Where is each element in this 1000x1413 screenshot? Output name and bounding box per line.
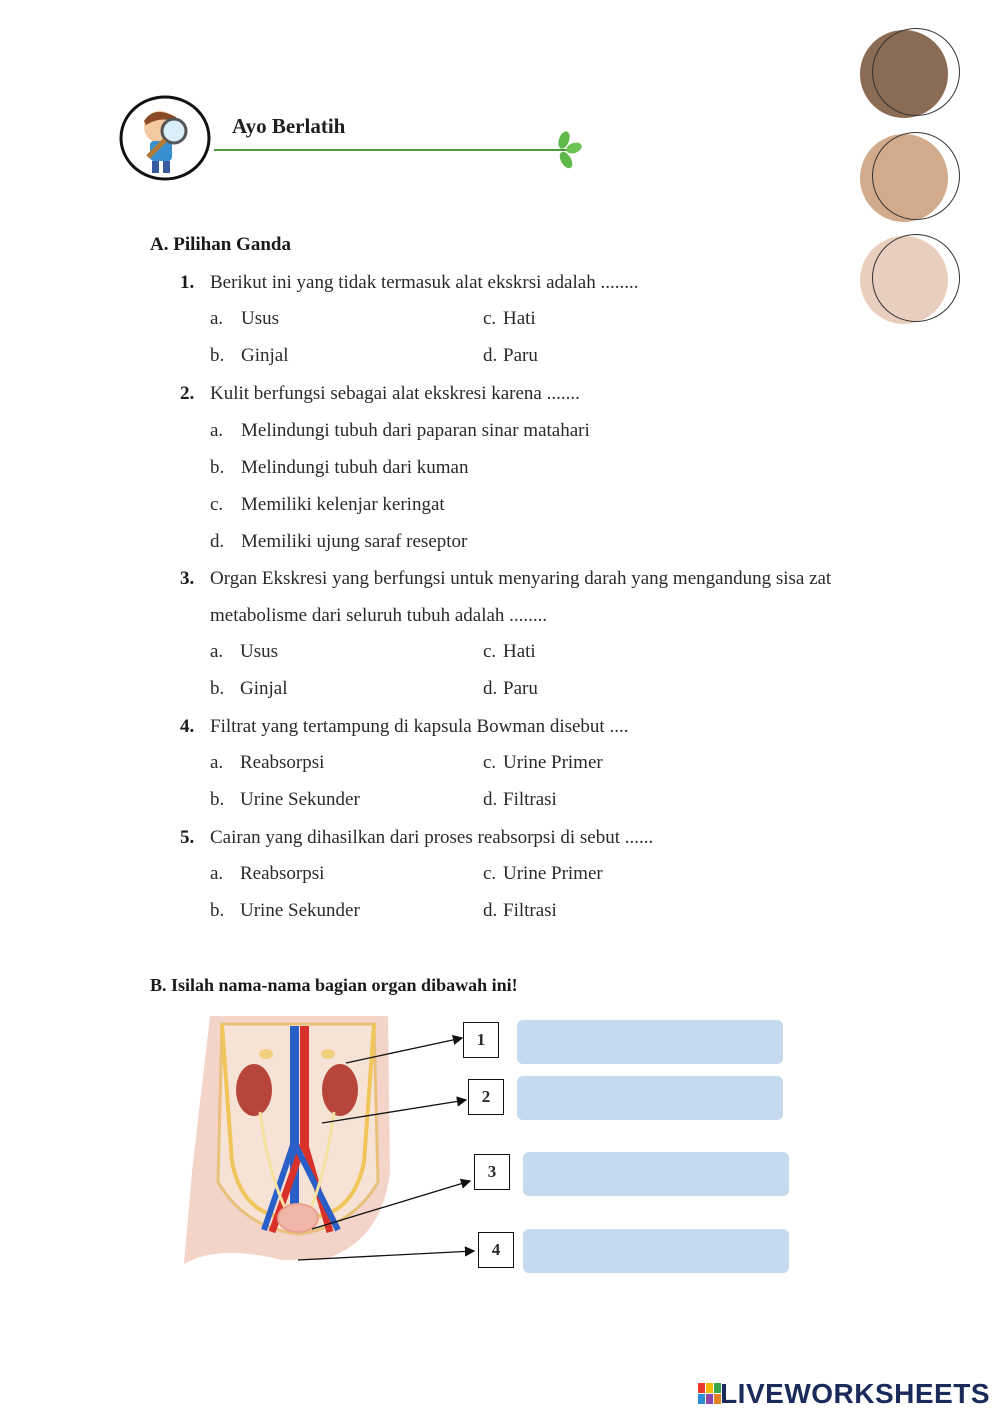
option-letter: b. <box>210 900 225 921</box>
question-text: Kulit berfungsi sebagai alat ekskresi karena ....... <box>210 383 580 404</box>
option-letter: d. <box>210 531 225 552</box>
option-letter: a. <box>210 420 224 441</box>
answer-input-3[interactable] <box>523 1152 789 1196</box>
header-divider <box>214 149 556 151</box>
option-text: Reabsorpsi <box>240 863 325 884</box>
option-letter: d. <box>483 345 498 366</box>
question-text: Berikut ini yang tidak termasuk alat ekskrsi adalah ........ <box>210 272 639 293</box>
option-letter: a. <box>210 863 224 884</box>
question-number: 4. <box>180 716 195 737</box>
option-text: Hati <box>503 308 536 329</box>
option-text: Paru <box>503 678 538 699</box>
decor-ring-light <box>872 234 960 322</box>
pointer-arrows <box>290 1030 480 1270</box>
page-title: Ayo Berlatih <box>232 114 346 138</box>
option-text: Melindungi tubuh dari kuman <box>241 457 469 478</box>
option-letter: c. <box>483 752 497 773</box>
question-text: Organ Ekskresi yang berfungsi untuk menyaring darah yang mengandung sisa zat <box>210 568 832 589</box>
question-number: 3. <box>180 568 195 589</box>
question-text-continued: metabolisme dari seluruh tubuh adalah ........ <box>210 605 548 626</box>
question-number: 2. <box>180 383 195 404</box>
label-number-box: 2 <box>468 1079 504 1115</box>
liveworksheets-logo-icon <box>698 1383 722 1405</box>
option-letter: c. <box>483 863 497 884</box>
option-letter: b. <box>210 789 225 810</box>
option-text: Usus <box>240 641 279 662</box>
option-letter: c. <box>483 641 497 662</box>
option-letter: b. <box>210 457 225 478</box>
option-letter: d. <box>483 789 498 810</box>
option-text: Reabsorpsi <box>240 752 325 773</box>
question-text: Filtrat yang tertampung di kapsula Bowman disebut .... <box>210 716 629 737</box>
avatar-magnifier-boy <box>118 95 212 181</box>
option-text: Hati <box>503 641 536 662</box>
option-text: Urine Sekunder <box>240 900 360 921</box>
decor-ring-dark <box>872 28 960 116</box>
option-letter: d. <box>483 678 498 699</box>
answer-input-2[interactable] <box>517 1076 783 1120</box>
option-letter: a. <box>210 308 224 329</box>
option-letter: b. <box>210 345 225 366</box>
option-text: Memiliki ujung saraf reseptor <box>241 531 468 552</box>
decor-ring-mid <box>872 132 960 220</box>
option-letter: c. <box>210 494 224 515</box>
brand-wordmark[interactable]: LIVEWORKSHEETS <box>720 1378 990 1409</box>
option-letter: a. <box>210 752 224 773</box>
option-text: Usus <box>241 308 280 329</box>
answer-input-1[interactable] <box>517 1020 783 1064</box>
option-text: Urine Primer <box>503 752 603 773</box>
option-letter: d. <box>483 900 498 921</box>
label-number-box: 3 <box>474 1154 510 1190</box>
leaf-icon <box>546 128 586 172</box>
section-b-title: B. Isilah nama-nama bagian organ dibawah ini! <box>150 975 518 995</box>
option-letter: c. <box>483 308 497 329</box>
question-text: Cairan yang dihasilkan dari proses reabsorpsi di sebut ...... <box>210 827 654 848</box>
option-text: Filtrasi <box>503 789 557 810</box>
option-text: Ginjal <box>240 678 288 699</box>
label-number-box: 4 <box>478 1232 514 1268</box>
label-number-box: 1 <box>463 1022 499 1058</box>
option-letter: b. <box>210 678 225 699</box>
option-text: Urine Primer <box>503 863 603 884</box>
answer-input-4[interactable] <box>523 1229 789 1273</box>
option-text: Ginjal <box>241 345 289 366</box>
option-text: Melindungi tubuh dari paparan sinar matahari <box>241 420 590 441</box>
option-text: Memiliki kelenjar keringat <box>241 494 445 515</box>
question-number: 5. <box>180 827 195 848</box>
option-text: Urine Sekunder <box>240 789 360 810</box>
section-a-title: A. Pilihan Ganda <box>150 234 291 255</box>
option-letter: a. <box>210 641 224 662</box>
question-number: 1. <box>180 272 195 293</box>
option-text: Filtrasi <box>503 900 557 921</box>
option-text: Paru <box>503 345 538 366</box>
